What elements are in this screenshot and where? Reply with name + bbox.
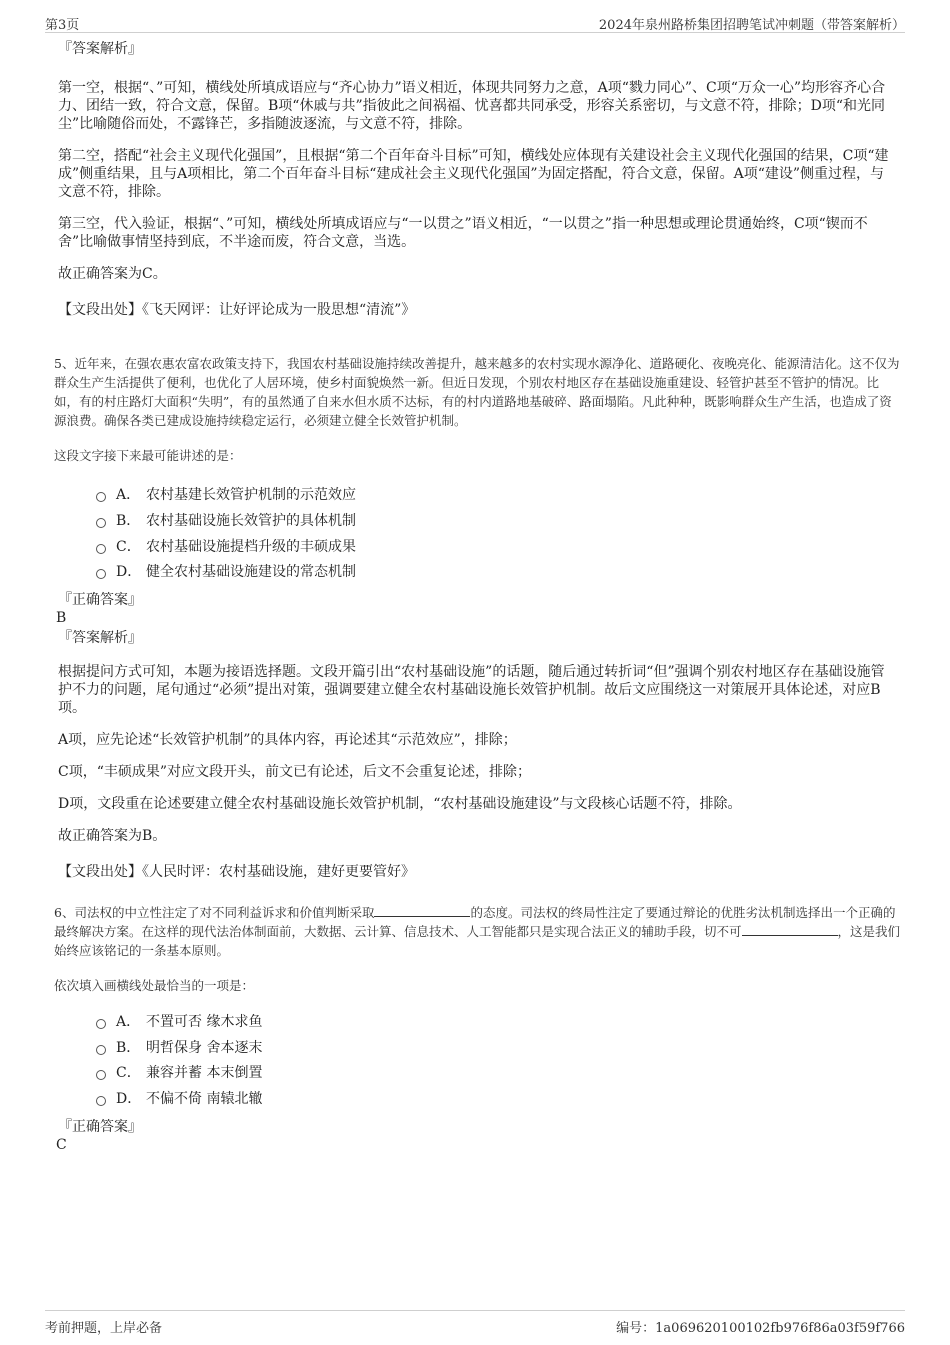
code-label: 编号： <box>616 1321 656 1336</box>
footer-slogan: 考前押题，上岸必备 <box>45 1321 163 1336</box>
option-key: B． <box>116 1040 141 1056</box>
page-number: 第3页 <box>45 18 80 33</box>
option-key: C． <box>116 1065 141 1081</box>
option-key: B． <box>116 513 141 529</box>
document-code <box>616 1317 905 1336</box>
option-b[interactable] <box>96 512 356 530</box>
question-4-analysis <box>58 40 890 319</box>
radio-button[interactable] <box>96 569 106 579</box>
question-text-part-2: 的态度。司法权的终局性注定了要通过辩论的优胜劣汰机制选择出一个正确的最终解决方案。在这样的现代法治体制面前，大数据、云计算、信息技术、人工智能都只是实现合法正义的辅助手段，切不可 <box>54 905 896 939</box>
radio-button[interactable] <box>96 1070 106 1080</box>
answer-value: B <box>56 610 67 626</box>
question-text <box>54 903 902 960</box>
analysis-conclusion: 故正确答案为C。 <box>58 266 167 282</box>
analysis-label: 『答案解析』 <box>58 630 142 646</box>
analysis-paragraph-1: 第一空，根据“、”可知，横线处所填成语应与“齐心协力”语义相近，体现共同努力之意，A项“戮力同心”、C项“万众一心”均形容齐心合力、团结一致，符合文意，保留。B项“休戚与共”指彼此之间祸福、忧喜都共同承受，形容关系密切，与文意不符，排除；D项“和光同尘”比喻随俗而处，不露锋芒，多指随波逐流，与文意不符，排除。 <box>58 80 886 132</box>
option-a[interactable] <box>96 486 356 504</box>
option-key: D． <box>116 1091 142 1107</box>
page-header <box>45 14 905 33</box>
question-text-part-1: 6、司法权的中立性注定了对不同利益诉求和价值判断采取 <box>54 905 375 920</box>
question-prompt: 依次填入画横线处最恰当的一项是： <box>54 978 255 993</box>
question-5-stem <box>54 354 902 465</box>
option-text: 明哲保身 舍本逐末 <box>146 1040 263 1056</box>
answer-value: C <box>56 1137 67 1153</box>
answer-label: 『正确答案』 <box>58 592 142 608</box>
option-d[interactable] <box>96 563 356 581</box>
question-text: 5、近年来，在强农惠农富农政策支持下，我国农村基础设施持续改善提升，越来越多的农村实现水源净化、道路硬化、夜晚亮化、能源清洁化。这不仅为群众生产生活提供了便利，也优化了人居环境，使乡村面貌焕然一新。但近日发现，个别农村地区存在基础设施重建设、轻管护甚至不管护的情况。比如，有的村庄路灯大面积“失明”，有的虽然通了自来水但水质不达标，有的村内道路地基破碎、路面塌陷。凡此种种，既影响群众生产生活，也造成了资源浪费。确保各类已建成设施持续稳定运行，必须建立健全长效管护机制。 <box>54 356 900 428</box>
question-6-stem <box>54 903 902 995</box>
option-a[interactable] <box>96 1013 262 1031</box>
passage-source: 【文段出处】《人民时评：农村基础设施，建好更要管好》 <box>58 864 415 880</box>
option-b[interactable] <box>96 1039 262 1057</box>
option-c[interactable] <box>96 1064 262 1082</box>
radio-button[interactable] <box>96 1045 106 1055</box>
option-key: A． <box>116 487 141 503</box>
option-key: D． <box>116 564 142 580</box>
radio-button[interactable] <box>96 1019 106 1029</box>
question-prompt: 这段文字接下来最可能讲述的是： <box>54 448 242 463</box>
question-5-answer <box>58 591 890 881</box>
fill-blank-1 <box>374 904 470 917</box>
option-text: 兼容并蓄 本末倒置 <box>146 1065 263 1081</box>
option-text: 农村基础设施提档升级的丰硕成果 <box>146 539 356 555</box>
analysis-option-c: C项，“丰硕成果”对应文段开头，前文已有论述，后文不会重复论述，排除； <box>58 764 532 780</box>
question-6-answer <box>58 1118 890 1154</box>
passage-source: 【文段出处】《飞天网评：让好评论成为一股思想“清流”》 <box>58 302 416 318</box>
question-text-part-3: ，这是我们始终应该铭记的一条基本原则。 <box>54 924 901 958</box>
option-key: A． <box>116 1014 141 1030</box>
option-c[interactable] <box>96 538 356 556</box>
fill-blank-2 <box>742 923 838 936</box>
analysis-label: 『答案解析』 <box>58 41 142 57</box>
option-key: C． <box>116 539 141 555</box>
analysis-option-d: D项，文段重在论述要建立健全农村基础设施长效管护机制，“农村基础设施建设”与文段核心话题不符，排除。 <box>58 796 742 812</box>
analysis-paragraph-3: 第三空，代入验证，根据“、”可知，横线处所填成语应与“一以贯之”语义相近，“一以贯之”指一种思想或理论贯通始终，C项“锲而不舍”比喻做事情坚持到底，不半途而废，符合文意，当选。 <box>58 216 868 250</box>
analysis-option-a: A项，应先论述“长效管护机制”的具体内容，再论述其“示范效应”，排除； <box>58 732 517 748</box>
option-text: 不偏不倚 南辕北辙 <box>146 1091 263 1107</box>
radio-button[interactable] <box>96 544 106 554</box>
analysis-paragraph: 根据提问方式可知，本题为接语选择题。文段开篇引出“农村基础设施”的话题，随后通过转折词“但”强调个别农村地区存在基础设施管护不力的问题，尾句通过“必须”提出对策，强调要建立健全农村基础设施长效管护机制。故后文应围绕这一对策展开具体论述，对应B项。 <box>58 664 885 716</box>
analysis-conclusion: 故正确答案为B。 <box>58 828 167 844</box>
option-text: 农村基建长效管护机制的示范效应 <box>146 487 356 503</box>
radio-button[interactable] <box>96 1096 106 1106</box>
code-value: 1a069620100102fb976f86a03f59f766 <box>655 1321 905 1336</box>
radio-button[interactable] <box>96 518 106 528</box>
document-title: 2024年泉州路桥集团招聘笔试冲刺题（带答案解析） <box>598 18 905 33</box>
option-text: 健全农村基础设施建设的常态机制 <box>146 564 356 580</box>
analysis-paragraph-2: 第二空，搭配“社会主义现代化强国”，且根据“第二个百年奋斗目标”可知，横线处应体现有关建设社会主义现代化强国的结果，C项“建成”侧重结果，且与A项相比，第二个百年奋斗目标“建成社会主义现代化强国”为固定搭配，符合文意，保留。A项“建设”侧重过程，与文意不符，排除。 <box>58 148 889 200</box>
page-footer <box>45 1310 905 1337</box>
option-text: 不置可否 缘木求鱼 <box>146 1014 263 1030</box>
option-d[interactable] <box>96 1090 262 1108</box>
radio-button[interactable] <box>96 492 106 502</box>
option-text: 农村基础设施长效管护的具体机制 <box>146 513 356 529</box>
answer-label: 『正确答案』 <box>58 1119 142 1135</box>
